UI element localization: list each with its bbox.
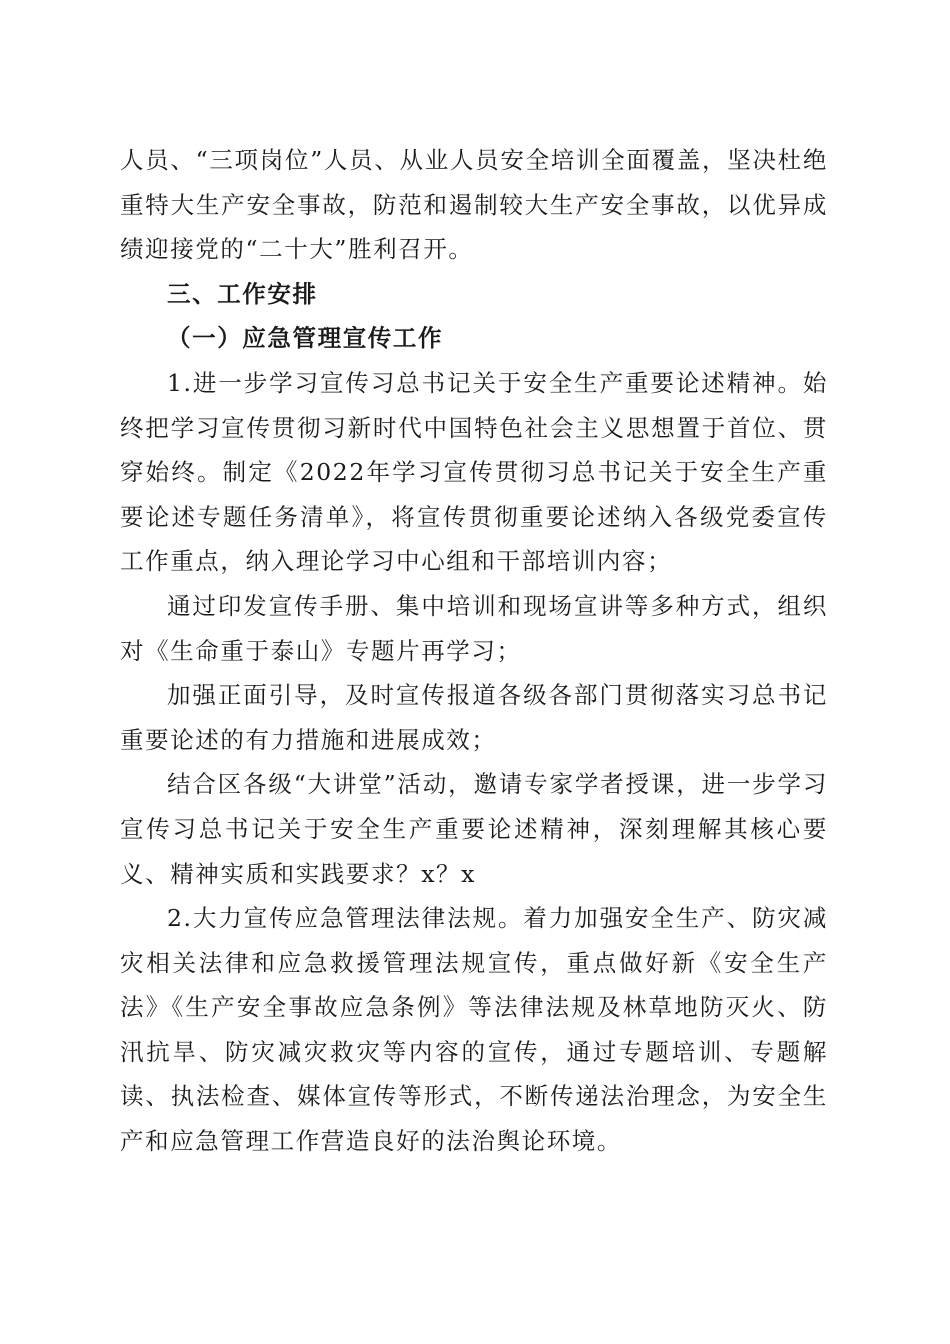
section-heading: 三、工作安排 — [167, 279, 318, 308]
paragraph-item-2: 2.大力宣传应急管理法律法规。着力加强安全生产、防灾减灾相关法律和应急救援管理法规宣传，重点做好新《安全生产法》《生产安全事故应急条例》等法律法规及林草地防灭火、防汛抗旱、防灾减灾救灾等内容的宣传，通过专题培训、专题解读、执法检查、媒体宣传等形式，不断传递法治理念，为安全生产和应急管理工作营造良好的法治舆论环境。 — [120, 904, 828, 1156]
subsection-heading: （一）应急管理宣传工作 — [167, 324, 444, 353]
paragraph-guidance: 加强正面引导，及时宣传报道各级各部门贯彻落实习总书记重要论述的有力措施和进展成效； — [120, 681, 828, 754]
paragraph-continuation: 人员、“三项岗位”人员、从业人员安全培训全面覆盖，坚决杜绝重特大生产安全事故，防范和遏制较大生产安全事故，以优异成绩迎接党的“二十大”胜利召开。 — [120, 146, 828, 264]
paragraph-lecture: 结合区各级“大讲堂”活动，邀请专家学者授课，进一步学习宣传习总书记关于安全生产重要论述精神，深刻理解其核心要义、精神实质和实践要求？x？x — [120, 770, 828, 888]
paragraph-item-1: 1.进一步学习宣传习总书记关于安全生产重要论述精神。始终把学习宣传贯彻习新时代中国特色社会主义思想置于首位、贯穿始终。制定《2022年学习宣传贯彻习总书记关于安全生产重要论述专题任务清单》，将宣传贯彻重要论述纳入各级党委宣传工作重点，纳入理论学习中心组和干部培训内容； — [120, 368, 828, 576]
document-body — [120, 138, 828, 1164]
paragraph-handbook: 通过印发宣传手册、集中培训和现场宣讲等多种方式，组织对《生命重于泰山》专题片再学习； — [120, 591, 828, 665]
